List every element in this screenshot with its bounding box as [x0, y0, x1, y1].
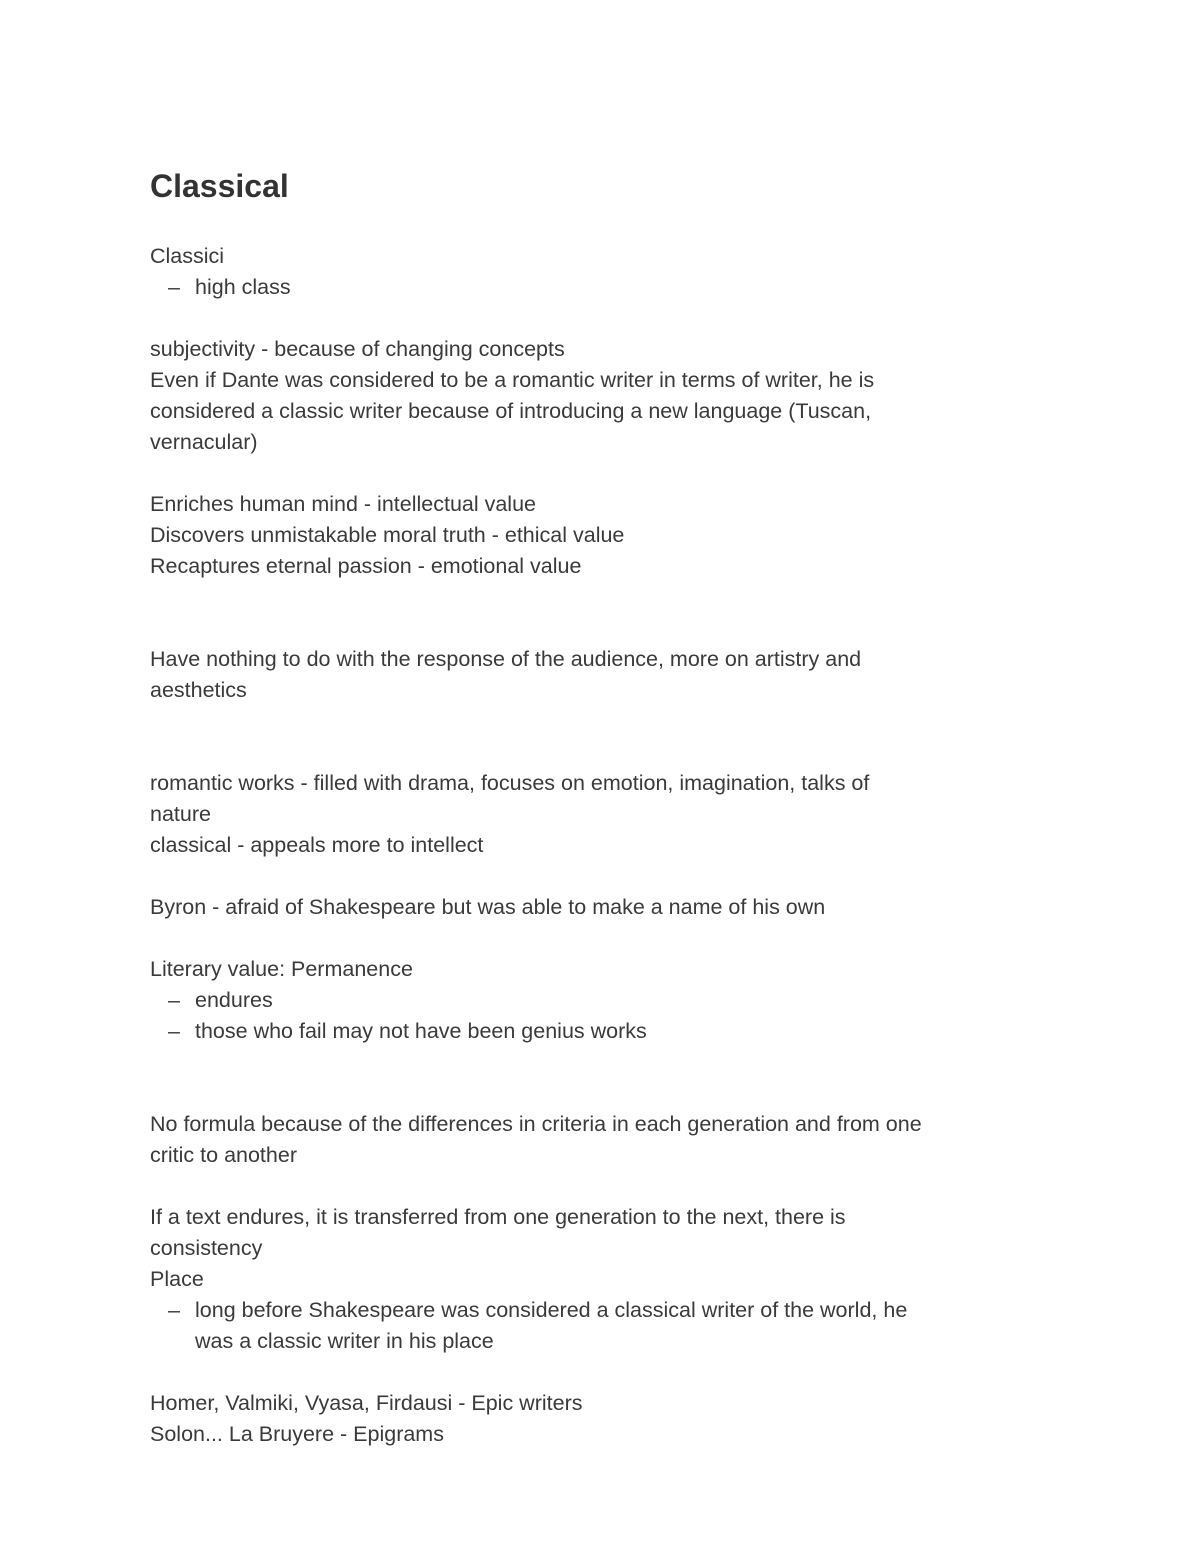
page-title: Classical — [150, 168, 289, 204]
bullet-text: those who fail may not have been genius works — [195, 1019, 647, 1043]
place-heading: Place — [150, 1267, 204, 1291]
bullet-text: endures — [195, 988, 273, 1012]
text-line: subjectivity - because of changing concepts — [150, 337, 565, 361]
dash-marker: – — [168, 1019, 180, 1043]
bullet-text: long before Shakespeare was considered a classical writer of the world, he — [195, 1298, 908, 1322]
text-line: romantic works - filled with drama, focuses on emotion, imagination, talks of — [150, 771, 870, 795]
text-line: nature — [150, 802, 211, 826]
text-line: consistency — [150, 1236, 263, 1260]
dash-marker: – — [168, 1298, 180, 1322]
text-line: Enriches human mind - intellectual value — [150, 492, 537, 516]
document-content — [150, 164, 1050, 1450]
text-line: Byron - afraid of Shakespeare but was able to make a name of his own — [150, 895, 826, 919]
bullet-continuation — [150, 1326, 1050, 1357]
text-line: Homer, Valmiki, Vyasa, Firdausi - Epic writers — [150, 1391, 583, 1415]
dash-marker: – — [168, 988, 180, 1012]
text-line: No formula because of the differences in criteria in each generation and from one — [150, 1112, 922, 1136]
text-line: Recaptures eternal passion - emotional value — [150, 554, 582, 578]
literary-heading: Literary value: Permanence — [150, 957, 413, 981]
bullet-item — [150, 1295, 1050, 1326]
term-classici: Classici — [150, 244, 225, 268]
text-line: classical - appeals more to intellect — [150, 833, 484, 857]
text-line: Solon... La Bruyere - Epigrams — [150, 1422, 444, 1446]
text-line: Have nothing to do with the response of the audience, more on artistry and — [150, 647, 862, 671]
bullet-item — [150, 985, 1050, 1016]
text-line: vernacular) — [150, 430, 258, 454]
text-line: Discovers unmistakable moral truth - ethical value — [150, 523, 625, 547]
bullet-item — [150, 272, 1050, 303]
text-line: If a text endures, it is transferred from one generation to the next, there is — [150, 1205, 846, 1229]
text-line: aesthetics — [150, 678, 247, 702]
bullet-text: was a classic writer in his place — [195, 1329, 494, 1353]
text-line: considered a classic writer because of introducing a new language (Tuscan, — [150, 399, 872, 423]
text-line: critic to another — [150, 1143, 297, 1167]
bullet-text: high class — [195, 275, 291, 299]
dash-marker: – — [168, 275, 180, 299]
bullet-item — [150, 1016, 1050, 1047]
text-line: Even if Dante was considered to be a romantic writer in terms of writer, he is — [150, 368, 875, 392]
